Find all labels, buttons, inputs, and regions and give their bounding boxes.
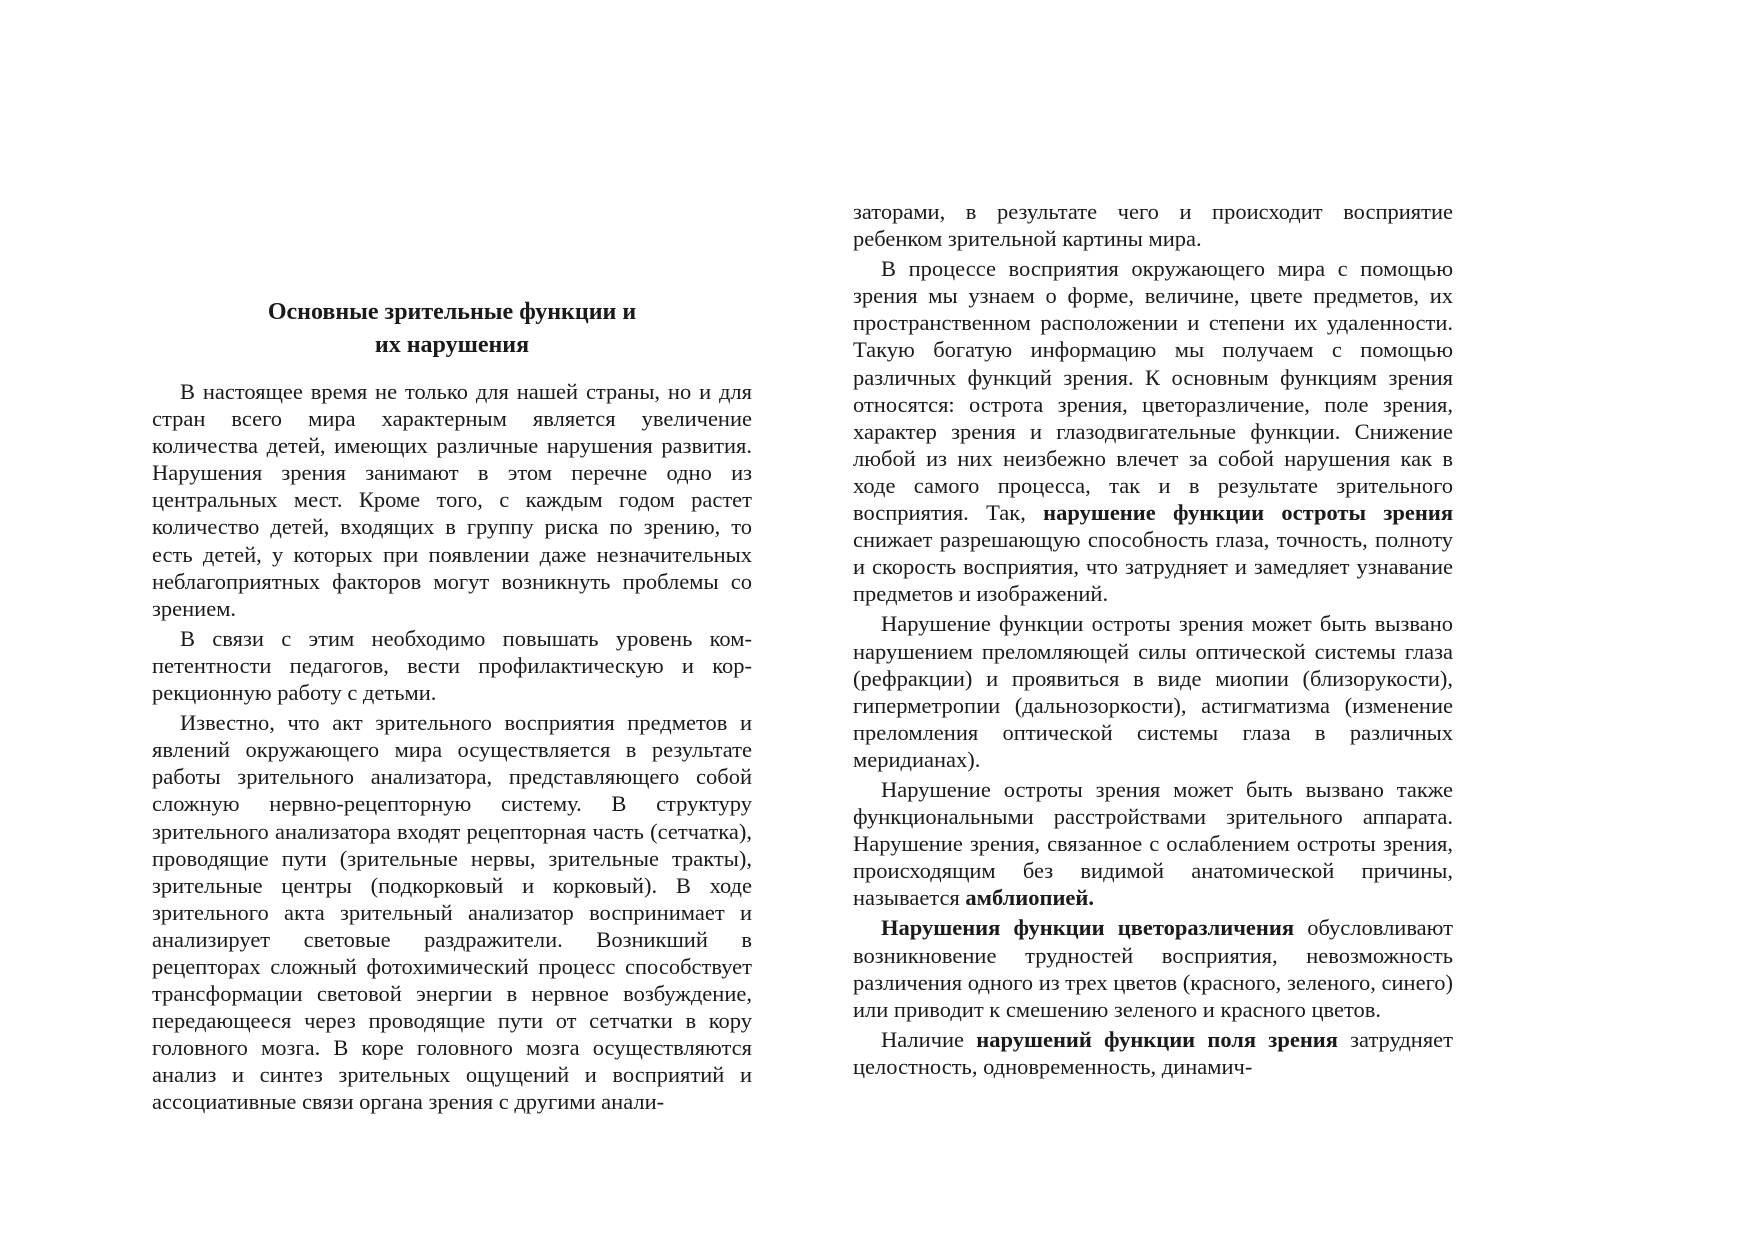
paragraph xyxy=(853,1026,1453,1080)
bold-term: амблиопией. xyxy=(965,885,1095,911)
chapter-title-line-1: Основные зрительные функции и xyxy=(267,299,637,325)
right-page-text xyxy=(853,198,1453,1080)
bold-term: нарушений функции поля зрения xyxy=(976,1026,1338,1052)
paragraph xyxy=(152,625,752,706)
paragraph-text: снижает разрешающую способность глаза, точность, полноту и скорость восприятия, что затрудняет и замедляет узнавание предметов и изображений. xyxy=(853,527,1453,607)
paragraph-text: Известно, что акт зрительного восприятия предметов и явлений окружающего мира осуществляется в результате работы зрительного анализатора, представляющего собой сложную нервно-рецепторную систему. В структуру зрительного анализатора входят рецепторная часть (сетчатка), проводящие пути (зрительные нервы, зрительные тракты), зрительные центры (подкорковый и корковый). В ходе зрительного акта зрительный анализатор воспринимает и анализирует световые раздражители. Возникший в рецепторах сложный фотохимический процесс способствует трансформации световой энергии в нервное возбуждение, передающееся через проводящие пути от сетчатки в кору головного мозга. В коре головного мозга осуществляются анализ и синтез зрительных ощущений и восприятий и ассоциативные связи органа зрения с другими анали- xyxy=(152,710,752,1115)
paragraph xyxy=(853,914,1453,1022)
bold-term: Нарушения функции цветоразличения xyxy=(881,915,1295,941)
paragraph-text: В процессе восприятия окружающего мира с помощью зрения мы узнаем о форме, величине, цвете предметов, их пространственном расположении и степени их удаленности. Такую богатую информацию мы получаем с помощью различных функций зрения. К основным функциям зрения относятся: острота зрения, цветоразличение, поле зрения, характер зрения и глазодвигательные функции. Снижение любой из них неизбежно влечет за собой нарушения как в ходе самого процесса, так и в результате зрительного восприятия. Так, xyxy=(853,256,1453,526)
paragraph-text: Нарушение остроты зрения может быть вызвано также функциональными расстройствами зрительного аппарата. Нарушение зрения, связанное с ослаблением остроты зрения, происходящим без видимой анатомической причины, называется xyxy=(853,776,1453,911)
paragraph-text: заторами, в результате чего и происходит восприятие ребенком зрительной картины мира. xyxy=(853,199,1453,252)
paragraph-text: В связи с этим необходимо повышать уровень компетентности педагогов, вести профилактическую и коррекционную работу с детьми. xyxy=(152,625,752,706)
paragraph-text: затрудняет целостность, одновременность, динамич- xyxy=(853,1026,1454,1079)
paragraph-text: В настоящее время не только для нашей страны, но и для стран всего мира характерным является увеличение количества детей, имеющих различные нарушения развития. Нарушения зрения занимают в этом перечне одно из центральных мест. Кроме того, с каждым годом растет количество детей, входящих в группу риска по зрению, то есть детей, у которых при появлении даже незначительных неблагоприятных факторов могут возникнуть проблемы со зрением. xyxy=(152,379,752,621)
paragraph-text: Наличие xyxy=(881,1026,977,1052)
paragraph xyxy=(152,378,752,622)
chapter-title-line-2: их нарушения xyxy=(374,332,530,358)
paragraph xyxy=(853,255,1453,607)
paragraph xyxy=(853,776,1453,911)
paragraph-text: обусловливают возникновение трудностей восприятия, невозможность различения одного из трех цветов (красного, зеленого, синего) или приводит к смешению зеленого и красного цветов. xyxy=(853,915,1454,1022)
left-page-text xyxy=(152,378,752,1116)
paragraph xyxy=(853,610,1453,773)
paragraph xyxy=(853,198,1453,252)
paragraph-text: Нарушение функции остроты зрения может быть вызвано нарушением преломляющей силы оптической системы глаза (рефракции) и проявиться в виде миопии (близорукости), гиперметропии (дальнозоркости), астигматизма (изменение преломления оптической системы глаза в различных меридианах). xyxy=(853,611,1453,772)
paragraph xyxy=(152,709,752,1115)
chapter-title xyxy=(152,296,752,362)
bold-term: нарушение функции остроты зрения xyxy=(1043,500,1453,526)
